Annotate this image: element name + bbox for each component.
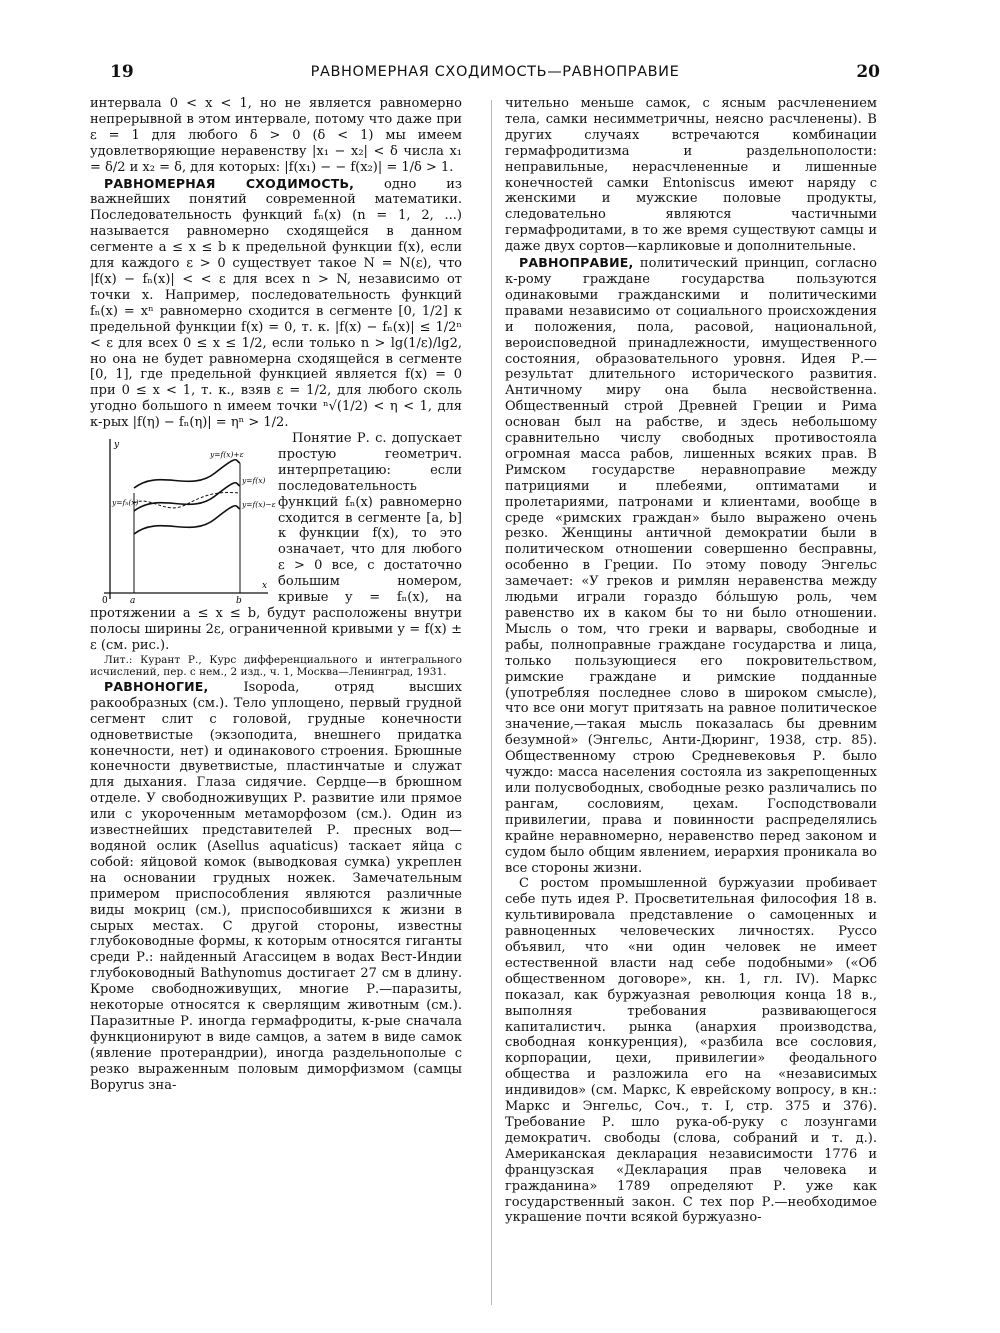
paragraph-bourgeoisie: С ростом промышленной буржуазии пробивает себе путь идея Р. Просветительная философия 18 в. культивировала представление о самоценных и равноценных человеческих личностях. Руссо объявил, что «ни один человек не имеет естественной власти над себе подобными» («Об общественном договоре», кн. 1, гл. IV). Маркс показал, как буржуазная революция конца 18 в., выполняя требования развивающегося капиталистич. рынка (анархия производства, свободная конкуренция), «разбила все сословия, корпорации, цехи, привилегии» феодального общества и разложила его на «независимых индивидов» (см. Маркс, К еврейскому вопросу, в кн.: Маркс и Энгельс, Соч., т. I, стр. 375 и 376). Требование Р. шло рука-об-руку с лозунгами демократич. свободы (слова, собраний и т. д.). Американская декларация независимости 1776 и французская «Декларация прав человека и гражданина» 1789 определяют Р. уже как государственный закон. С тех пор Р.—необходимое украшение почти всякой буржуазно- [505,876,877,1226]
origin-label: 0 [102,596,108,607]
label-lower: y=f(x)−ε [242,500,276,510]
entry-text: политический принцип, согласно к-рому граждане государства пользуются одинаковыми гражданскими и политическими правами независимо от социального происхождения и положения, пола, расовой, национальной, вероисповедной принадлежности, имущественного состояния, образовательного уровня. Идея Р.—результат длительного исторического развития. Античному миру она была несвойственна. Общественный строй Древней Греции и Рима основан был на рабстве, и здесь небольшому сравнительно числу свободных противостояла огромная масса рабов, лишенных всяких прав. В Римском государстве неравноправие между патрициями и плебеями, оптиматами и пролетариями, патронами и клиентами, вообще в среде «римских граждан» было выражено очень резко. Женщины античной демократии были в политическом отношении совершенно бесправны, особенно в Греции. По этому поводу Энгельс замечает: «У греков и римлян неравенства между людьми играли гораздо бо́льшую роль, чем равенство их в каком бы то ни было отношении. Мысль о том, что греки и варвары, свободные и рабы, полноправные граждане государства и лица, только пользующиеся его покровительством, римские граждане и римские подданные (употребляя последнее слово в широком смысле), что все они могут притязать на равное политическое значение,—такая мысль показалась бы древним безумной» (Энгельс, Анти-Дюринг, 1938, стр. 85). Общественному строю Средневековья Р. было чуждо: масса населения состояла из закрепощенных или полусвободных, свободные резко различались по рангам, сословиям, цехам. Господствовали привилегии, права и повинности распределялись крайне неравномерно, неравенство перед законом и судом было общим явлением, иерархия проникала во все стороны жизни. [505,256,877,876]
lower-curve [134,506,240,534]
paragraph-geometric: Понятие Р. с. допускает простую геометрич. интерпретацию: если последовательность функций fₙ(x) равномерно сходится в сегменте [a, b] к функции f(x), то это означает, что для любого ε > 0 все, с достаточно большим номером, кривые y = fₙ(x), на протяжении a ≤ x ≤ b, будут расположены внутри полосы ширины 2ε, ограниченной кривыми y = f(x) ± ε (см. рис.). [90,431,462,653]
entry-uniform-convergence [90,176,462,432]
paragraph-continuation: интервала 0 < x < 1, но не является равномерно непрерывной в этом интервале, потому что даже при ε = 1 для любого δ > 0 (δ < 1) мы имеем удовлетворяющие неравенству |x₁ − x₂| < δ числа x₁ = δ/2 и x₂ = δ, для которых: |f(x₁) − − f(x₂)| = 1/δ > 1. [90,96,462,175]
paragraph-continuation: чительно меньше самок, с ясным расчленением тела, самки несимметричны, неясно расчленены). В других случаях встречаются комбинации гермафродитизма и раздельнополости: неправильные, нерасчлененные и лишенные конечностей самки Entoniscus имеют наряду с женскими и мужские половые продукты, следовательно являются частичными гермафродитами, в то же время существуют самцы и даже двух сортов—карликовые и дополнительные. [505,96,877,255]
fn-curve [134,493,240,508]
label-middle: y=f(x) [242,476,266,486]
entry-term: РАВНОНОГИЕ, [104,678,209,694]
running-title: РАВНОМЕРНАЯ СХОДИМОСТЬ—РАВНОПРАВИЕ [310,64,680,80]
left-column [90,96,462,1311]
entry-text: одно из важнейших понятий современной математики. Последовательность функций fₙ(x) (n = 1, 2, ...) называется равномерно сходящейся в данном сегменте a ≤ x ≤ b к предельной функции f(x), если для каждого ε > 0 существует такое N = N(ε), что |f(x) − fₙ(x)| < < ε для всех n > N, независимо от точки x. Например, последовательность функций fₙ(x) = xⁿ равномерно сходится в сегменте [0, 1/2] к предельной функции f(x) = 0, т. к. |f(x) − fₙ(x)| ≤ 1/2ⁿ < ε для всех 0 ≤ x ≤ 1/2, если только n > lg(1/ε)/lg2, но она не будет равномерна сходящейся в сегменте [0, 1], где предельной функцией является f(x) = 0 при 0 ≤ x < 1, т. к., взяв ε = 1/2, для любого сколь угодно большого n имеем точки ⁿ√(1/2) < η < 1, для к-рых |f(η) − fₙ(η)| = ηⁿ > 1/2. [90,176,462,431]
page-number-left: 19 [110,62,134,82]
entry-isopoda [90,679,462,1094]
literature-note: Лит.: Курант Р., Курс дифференциального и интегрального исчислений, пер. с нем., 2 изд., ч. 1, Москва—Ленинград, 1931. [90,653,462,679]
label-upper: y=f(x)+ε [210,450,244,460]
entry-term: РАВНОПРАВИЕ, [519,255,634,271]
middle-curve [134,483,240,511]
page-header [110,62,880,88]
x-axis-label: x [262,581,268,592]
column-divider [491,100,492,1305]
b-label: b [236,596,242,607]
entry-equality [505,255,877,876]
label-fn: y=fₙ(x) [112,498,139,508]
page-number-right: 20 [856,62,880,82]
a-label: a [130,596,136,607]
entry-term: РАВНОМЕРНАЯ СХОДИМОСТЬ, [104,175,355,191]
upper-curve [134,460,240,488]
convergence-figure [90,433,276,607]
entry-text: Isopoda, отряд высших ракообразных (см.). Тело уплощено, первый грудной сегмент слит с головой, грудные конечности одноветвистые (экзоподита, внешнего придатка конечности, нет) и одинакового строения. Брюшные конечности двуветвистые, пластинчатые и служат для дыхания. Глаза сидячие. Сердце—в брюшном отделе. У свободноживущих Р. развитие или прямое или с укороченным метаморфозом (см.). Один из известнейших представителей Р. пресных вод—водяной ослик (Asellus aquaticus) таскает яйца с собой: яйцовой комок (выводковая сумка) укреплен на основании грудных ножек. Замечательным примером приспособления являются различные виды мокриц (см.), приспособившихся к жизни в сырых местах. С другой стороны, известны глубоководные формы, к которым относятся гиганты среди Р.: найденный Агассицем в водах Вест-Индии глубоководный Bathynomus достигает 27 см в длину. Кроме свободноживущих, многие Р.—паразиты, некоторые относятся к сверлящим животным (см.). Паразитные Р. иногда гермафродиты, к-рые сначала функционируют в виде самцов, а затем в виде самок (явление протерандрии), иногда раздельнополые с резко выраженным половым диморфизмом (самцы Bopyrus зна- [90,679,462,1093]
y-axis-label: y [114,440,120,451]
right-column [505,96,877,1316]
